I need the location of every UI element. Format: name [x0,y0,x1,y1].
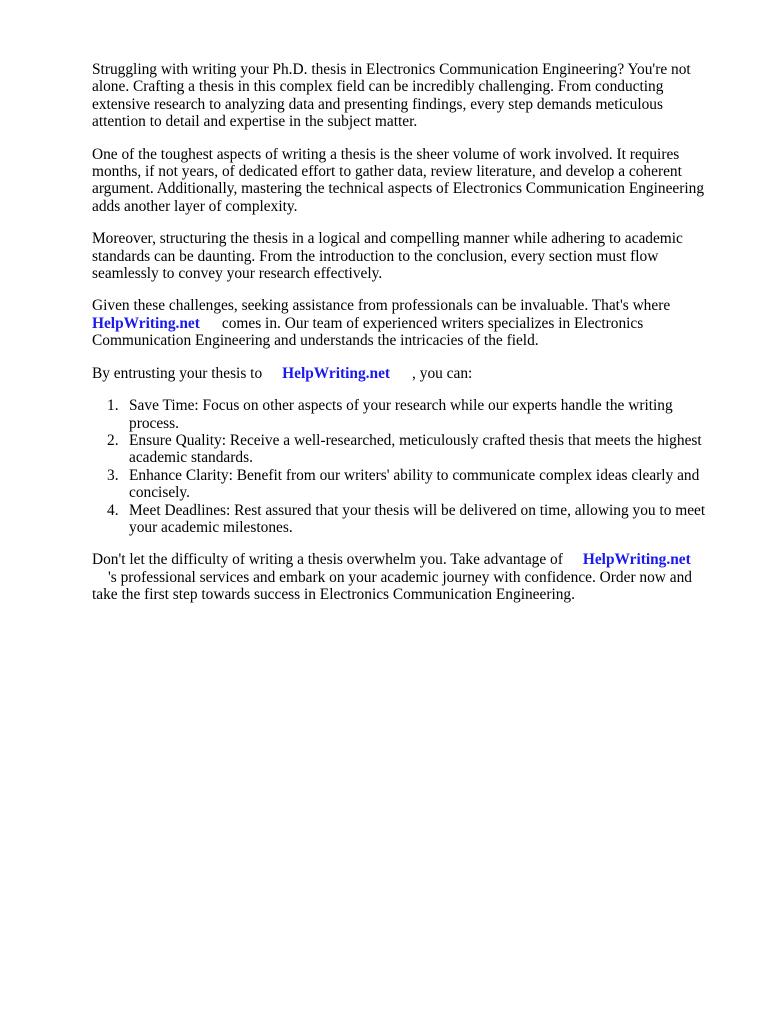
helpwriting-link[interactable]: HelpWriting.net [582,551,691,569]
document-page [92,61,712,619]
list-item-text: Ensure Quality: Receive a well-researched, meticulously crafted thesis that meets the highest academic standards. [129,431,702,467]
list-item [92,502,712,537]
paragraph-entrusting [92,365,712,382]
helpwriting-link[interactable]: HelpWriting.net [92,314,200,332]
list-item-text: Meet Deadlines: Rest assured that your thesis will be delivered on time, allowing you to meet your academic milestones. [129,501,706,536]
paragraph-assistance [92,297,712,349]
list-item-number: 4. [107,501,119,519]
paragraph-assistance-lead: Given these challenges, seeking assistance from professionals can be invaluable. That's where [92,297,671,315]
list-item-text: Save Time: Focus on other aspects of your research while our experts handle the writing process. [129,397,673,432]
paragraph-closing-tail: 's professional services and embark on your academic journey with confidence. Order now and take the first step towards success in Electronics Communication Engineering. [92,568,692,604]
list-item-number: 1. [107,397,119,415]
benefits-list [92,397,712,536]
paragraph-intro: Struggling with writing your Ph.D. thesis in Electronics Communication Engineering? You're not alone. Crafting a thesis in this complex field can be incredibly challenging. From conducting extensive research to analyzing data and presenting findings, every step demands meticulous attention to detail and expertise in the subject matter. [92,61,691,131]
list-item-number: 2. [107,431,119,449]
paragraph-closing-lead: Don't let the difficulty of writing a thesis overwhelm you. Take advantage of [92,551,563,569]
paragraph-challenges: One of the toughest aspects of writing a thesis is the sheer volume of work involved. It requires months, if not years, of dedicated effort to gather data, review literature, and develop a coherent argument. Additionally, mastering the technical aspects of Electronics Communication Engineering adds another layer of complexity. [92,145,705,215]
paragraph-entrusting-lead: By entrusting your thesis to [92,364,263,382]
paragraph-entrusting-tail: , you can: [412,364,473,382]
paragraph-structuring: Moreover, structuring the thesis in a logical and compelling manner while adhering to academic standards can be daunting. From the introduction to the conclusion, every section must flow seamlessly to convey your research effectively. [92,230,683,283]
paragraph-closing [92,551,712,603]
paragraph-assistance-tail: comes in. Our team of experienced writers specializes in Electronics Communication Engineering and understands the intricacies of the field. [92,314,644,350]
list-item [92,397,712,432]
list-item [92,432,712,467]
helpwriting-link[interactable]: HelpWriting.net [282,364,391,382]
list-item [92,467,712,502]
list-item-text: Enhance Clarity: Benefit from our writers' ability to communicate complex ideas clearly and concisely. [129,466,700,502]
list-item-number: 3. [107,466,119,484]
